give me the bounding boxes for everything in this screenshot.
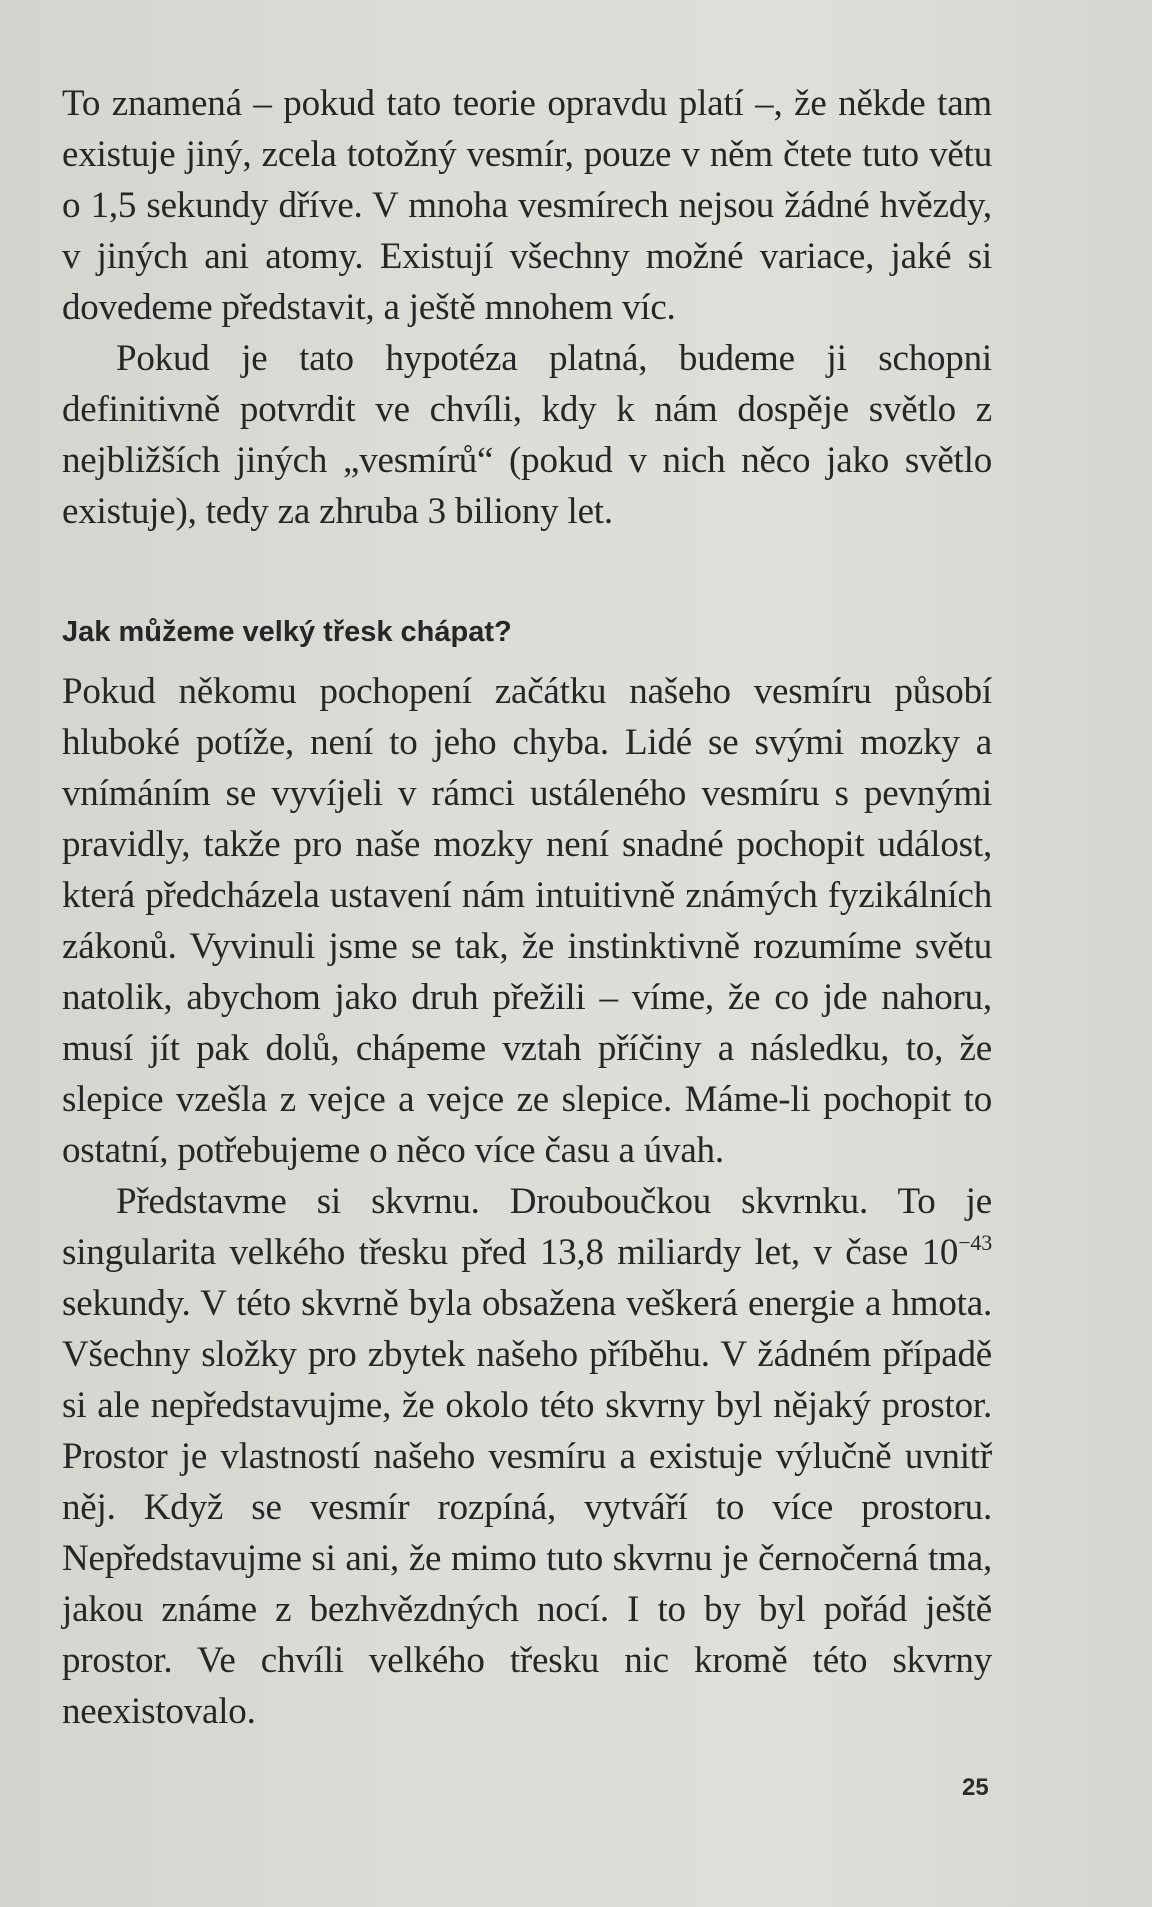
section-heading: Jak můžeme velký třesk chápat?: [62, 616, 512, 648]
time-exponent: −43: [958, 1230, 992, 1255]
top-text-block: [62, 78, 992, 537]
bottom-text-block: [62, 666, 992, 1737]
paragraph-parallel-universe: To znamená – pokud tato teorie opravdu platí –, že někde tam existuje jiný, zcela totožný vesmír, pouze v něm čtete tuto větu o 1,5 sekundy dříve. V mnoha vesmírech nejsou žádné hvězdy, v jiných ani atomy. Existují všechny možné variace, jaké si dovedeme představit, a ještě mnohem víc.: [62, 83, 992, 328]
singularity-text-start: Představme si skvrnu. Drouboučkou skvrnku. To je singularita velkého třesku před 13,8 miliardy let, v čase 10: [62, 1181, 992, 1273]
paragraph-hypothesis: Pokud je tato hypotéza platná, budeme ji schopni definitivně potvrdit ve chvíli, kdy k nám dospěje světlo z nejbližších jiných „vesmírů“ (pokud v nich něco jako světlo existuje), tedy za zhruba 3 biliony let.: [62, 338, 992, 532]
singularity-text-end: sekundy. V této skvrně byla obsažena veškerá energie a hmota. Všechny složky pro zbytek našeho příběhu. V žádném případě si ale nepředstavujme, že okolo této skvrny byl nějaký prostor. Prostor je vlastností našeho vesmíru a existuje výlučně uvnitř něj. Když se vesmír rozpíná, vytváří to více prostoru. Nepředstavujme si ani, že mimo tuto skvrnu je černočerná tma, jakou známe z bezhvězdných nocí. I to by byl pořád ještě prostor. Ve chvíli velkého třesku nic kromě této skvrny neexistovalo.: [62, 1283, 992, 1732]
paragraph-understanding: Pokud někomu pochopení začátku našeho vesmíru působí hluboké potíže, není to jeho chyba. Lidé se svými mozky a vnímáním se vyvíjeli v rámci ustáleného vesmíru s pevnými pravidly, takže pro naše mozky není snadné pochopit událost, která předcházela ustavení nám intuitivně známých fyzikálních zákonů. Vyvinuli jsme se tak, že instinktivně rozumíme světu natolik, abychom jako druh přežili – víme, že co jde nahoru, musí jít pak dolů, chápeme vztah příčiny a následku, to, že slepice vzešla z vejce a vejce ze slepice. Máme-li pochopit to ostatní, potřebujeme o něco více času a úvah.: [62, 671, 992, 1171]
page-number: 25: [962, 1774, 989, 1801]
paragraph-singularity: [62, 1176, 992, 1737]
